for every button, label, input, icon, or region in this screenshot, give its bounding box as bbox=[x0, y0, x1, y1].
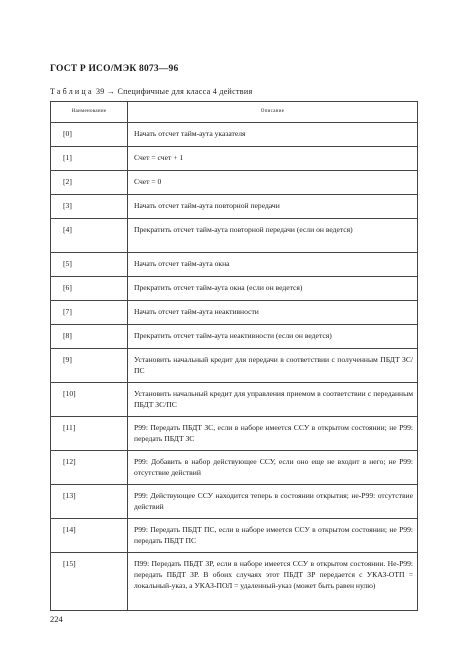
row-name: [2] bbox=[51, 171, 128, 195]
row-description: Счет = 0 bbox=[128, 171, 418, 195]
table-row bbox=[51, 417, 418, 451]
table-row bbox=[51, 219, 418, 253]
row-name: [15] bbox=[51, 553, 128, 611]
row-description: Счет = счет + 1 bbox=[128, 147, 418, 171]
table-caption bbox=[50, 87, 252, 96]
arrow-icon: → bbox=[106, 87, 116, 96]
document-header: ГОСТ Р ИСО/МЭК 8073—96 bbox=[50, 64, 179, 74]
row-description: Р99: Добавить в набор действующее ССУ, если оно еще не входит в него; не Р99: отсутствие действий bbox=[128, 451, 418, 485]
table-caption-label: Таблица bbox=[50, 87, 94, 96]
row-name: [0] bbox=[51, 123, 128, 147]
row-description: Начать отсчет тайм-аута неактивности bbox=[128, 301, 418, 325]
table-row bbox=[51, 349, 418, 383]
table-caption-text: Специфичные для класса 4 действия bbox=[117, 87, 253, 96]
table-row bbox=[51, 451, 418, 485]
table-row bbox=[51, 147, 418, 171]
row-name: [11] bbox=[51, 417, 128, 451]
row-name: [10] bbox=[51, 383, 128, 417]
column-header-name: Наименование bbox=[51, 102, 128, 123]
row-description: Р99: Передать ПБДТ ЗС, если в наборе имеется ССУ в открытом состоянии; не Р99: передать ПБДТ ЗС bbox=[128, 417, 418, 451]
row-name: [13] bbox=[51, 485, 128, 519]
table-row bbox=[51, 485, 418, 519]
row-description: Начать отсчет тайм-аута повторной передачи bbox=[128, 195, 418, 219]
table-row bbox=[51, 383, 418, 417]
row-description: Р99: Передать ПБДТ ПС, если в наборе имеется ССУ в открытом состоянии; не Р99: передать ПБДТ ПС bbox=[128, 519, 418, 553]
row-description: Начать отсчет тайм-аута окна bbox=[128, 253, 418, 277]
row-name: [14] bbox=[51, 519, 128, 553]
table-row bbox=[51, 325, 418, 349]
table-row bbox=[51, 277, 418, 301]
row-name: [4] bbox=[51, 219, 128, 253]
row-description: Прекратить отсчет тайм-аута окна (если он ведется) bbox=[128, 277, 418, 301]
row-name: [1] bbox=[51, 147, 128, 171]
row-description: Начать отсчет тайм-аута указателя bbox=[128, 123, 418, 147]
row-description: Прекратить отсчет тайм-аута неактивности (если он ведется) bbox=[128, 325, 418, 349]
row-name: [12] bbox=[51, 451, 128, 485]
table-row bbox=[51, 553, 418, 611]
table-caption-number: 39 bbox=[95, 87, 105, 96]
table-row bbox=[51, 123, 418, 147]
row-name: [9] bbox=[51, 349, 128, 383]
row-name: [5] bbox=[51, 253, 128, 277]
row-description: Установить начальный кредит для передачи в соответствии с полученным ПБДТ ЗС/ПС bbox=[128, 349, 418, 383]
table-row bbox=[51, 171, 418, 195]
page-number: 224 bbox=[50, 614, 63, 624]
table-row bbox=[51, 195, 418, 219]
row-name: [6] bbox=[51, 277, 128, 301]
row-description: П99: Передать ПБДТ ЗР, если в наборе имеется ССУ в открытом состоянии. Не-Р99: передать ПБДТ ЗР. В обоих случаях этот ПБДТ ЗР передается с УКАЗ-ОТП = локальный-указ, а УКАЗ-ПОЛ = удаленный-указ (может быть равен нулю) bbox=[128, 553, 418, 611]
row-description: Прекратить отсчет тайм-аута повторной передачи (если он ведется) bbox=[128, 219, 418, 253]
table-row bbox=[51, 301, 418, 325]
table-row bbox=[51, 253, 418, 277]
table-header-row bbox=[51, 102, 418, 123]
column-header-description: Описание bbox=[128, 102, 418, 123]
row-description: Р99: Действующее ССУ находится теперь в состоянии открытия; не-Р99: отсутствие действий bbox=[128, 485, 418, 519]
row-name: [8] bbox=[51, 325, 128, 349]
row-name: [7] bbox=[51, 301, 128, 325]
row-name: [3] bbox=[51, 195, 128, 219]
table-row bbox=[51, 519, 418, 553]
row-description: Установить начальный кредит для управления приемом в соответствии с переданным ПБДТ ЗС/ПС bbox=[128, 383, 418, 417]
actions-table bbox=[50, 101, 418, 611]
